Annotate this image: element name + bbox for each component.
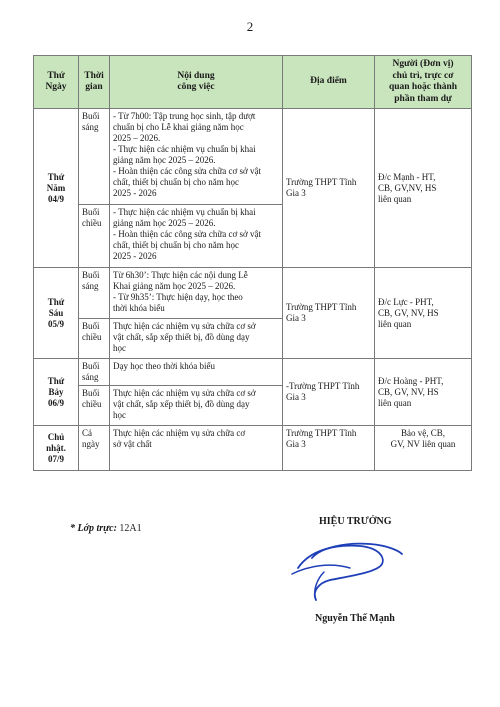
content-line: Thực hiện các nhiệm vụ sửa chữa cơ (113, 428, 246, 438)
people-line: liên quan (378, 397, 412, 408)
place-line: Gia 3 (286, 313, 306, 323)
place-line: Gia 3 (286, 439, 306, 449)
place-line: Trường THPT Tĩnh (286, 302, 357, 312)
content-line: - Hoàn thiện các công sửa chữa cơ sở vật (113, 166, 261, 176)
day-line: nhật. (46, 442, 66, 453)
people-line: CB, GV,NV, HS (378, 182, 437, 193)
header-time (79, 56, 110, 109)
time-cell (79, 205, 110, 268)
day-line: 07/9 (47, 453, 64, 464)
place-line: Gia 3 (286, 392, 306, 402)
day-line: Năm (46, 182, 66, 193)
content-line: - Từ 7h00: Tập trung học sinh, tập dượt (113, 111, 256, 121)
duty-class-value: 12A1 (119, 523, 142, 534)
content-line: 2025 - 2026 (113, 251, 157, 261)
table-row (34, 426, 472, 471)
duty-class-label: * Lớp trực: (70, 523, 117, 534)
content-line: chất, thiết bị chuẩn bị cho năm học (113, 177, 239, 187)
schedule-table (33, 55, 472, 471)
day-cell (34, 109, 79, 268)
header-place: Địa điểm (283, 56, 375, 109)
place-line: Trường THPT Tĩnh (286, 428, 357, 438)
time-line: sáng (82, 122, 99, 132)
day-cell (34, 268, 79, 359)
place-cell (283, 268, 375, 359)
place-line: -Trường THPT Tĩnh (286, 381, 360, 391)
content-line: Từ 6h30’: Thực hiện các nội dung Lễ (113, 270, 248, 280)
time-line: sáng (82, 372, 99, 382)
time-line: Buổi (82, 207, 100, 217)
time-cell (79, 386, 110, 426)
header-people-line: phần tham dự (394, 93, 452, 104)
content-cell (110, 205, 283, 268)
content-cell (110, 109, 283, 205)
header-content-line: công việc (177, 82, 215, 92)
people-line: CB, GV, NV, HS (378, 386, 439, 397)
header-people-line: quan hoặc thành (388, 82, 458, 92)
header-content (110, 56, 283, 109)
table-row (34, 359, 472, 386)
table-row (34, 268, 472, 319)
content-line: - Hoàn thiện các công sửa chữa cơ sở vật (113, 229, 261, 239)
people-line: GV, NV liên quan (390, 439, 456, 449)
day-line: 04/9 (47, 193, 64, 204)
time-cell (79, 359, 110, 386)
place-line: Trường THPT Tĩnh (286, 177, 357, 187)
content-cell (110, 359, 283, 386)
content-line: - Thực hiện các nhiệm vụ chuẩn bị khai (113, 144, 256, 154)
content-line: Thực hiện các nhiệm vụ sửa chữa cơ sở (113, 388, 256, 398)
header-day-line: Ngày (45, 82, 67, 92)
content-line: giảng năm học 2025 – 2026. (113, 155, 216, 165)
page-number: 2 (246, 19, 254, 34)
content-line: học (113, 410, 126, 420)
content-line: sở vật chất (113, 439, 152, 449)
header-people (375, 56, 472, 109)
content-line: chất, thiết bị chuẩn bị cho năm học (113, 240, 239, 250)
header-time-line: Thời (84, 70, 104, 81)
time-line: chiều (82, 218, 102, 228)
time-cell (79, 426, 110, 471)
people-line: Đ/c Mạnh - HT, (378, 171, 436, 182)
day-line: Bảy (48, 386, 64, 397)
people-line: Bảo vệ, CB, (401, 428, 445, 438)
content-line: giảng năm học 2025 – 2026. (113, 218, 216, 228)
signature-title: HIỆU TRƯỞNG (319, 516, 392, 527)
day-line: 05/9 (47, 318, 64, 329)
people-line: CB, GV, NV, HS (378, 307, 439, 318)
content-cell (110, 386, 283, 426)
people-cell (375, 109, 472, 268)
day-cell (34, 359, 79, 426)
time-cell (79, 268, 110, 319)
day-line: Sáu (48, 307, 64, 318)
header-people-line: chủ trì, trực cơ (392, 70, 454, 81)
content-line: thời khóa biểu (113, 303, 165, 313)
time-line: Buổi (82, 270, 100, 280)
header-content-line: Nội dung (177, 70, 215, 81)
time-cell (79, 319, 110, 359)
header-day-line: Thứ (47, 70, 65, 81)
header-time-line: gian (85, 82, 103, 92)
place-cell (283, 109, 375, 268)
header-day (34, 56, 79, 109)
day-line: 06/9 (47, 397, 64, 408)
day-line: Chủ (47, 431, 65, 442)
handwritten-signature (290, 528, 410, 608)
people-line: Đ/c Hoàng - PHT, (378, 375, 444, 386)
content-line: 2025 - 2026 (113, 188, 157, 198)
time-line: sáng (82, 281, 99, 291)
content-line: Thực hiện các nhiệm vụ sửa chữa cơ sở (113, 321, 256, 331)
time-line: Buổi (82, 111, 100, 121)
time-line: Buổi (82, 361, 100, 371)
content-cell (110, 426, 283, 471)
day-line: Thứ (47, 375, 65, 386)
content-line: chuẩn bị cho Lễ khai giảng năm học (113, 122, 244, 132)
header-people-line: Người (Đơn vị) (392, 59, 454, 69)
content-line: - Từ 9h35’: Thực hiện dạy, học theo (113, 292, 243, 302)
time-cell (79, 109, 110, 205)
content-line: vật chất, sắp xếp thiết bị, đồ dùng dạy (113, 399, 250, 409)
content-line: vật chất, sắp xếp thiết bị, đồ dùng dạy (113, 332, 250, 342)
time-line: Buổi (82, 388, 100, 398)
content-cell (110, 268, 283, 319)
place-cell (283, 359, 375, 426)
content-line: - Thực hiện các nhiệm vụ chuẩn bị khai (113, 207, 256, 217)
people-line: liên quan (378, 193, 412, 204)
people-cell (375, 426, 472, 471)
time-line: Buổi (82, 321, 100, 331)
day-line: Thứ (47, 296, 65, 307)
content-line: 2025 – 2026. (113, 133, 161, 143)
people-line: liên quan (378, 318, 412, 329)
time-line: Cả (82, 428, 92, 438)
content-line: học (113, 343, 126, 353)
people-line: Đ/c Lực - PHT, (378, 296, 434, 307)
time-line: ngày (82, 439, 100, 449)
place-line: Gia 3 (286, 188, 306, 198)
table-row (34, 109, 472, 205)
day-line: Thứ (47, 171, 65, 182)
people-cell (375, 359, 472, 426)
time-line: chiều (82, 399, 102, 409)
day-cell (34, 426, 79, 471)
time-line: chiều (82, 332, 102, 342)
header-row (34, 56, 472, 109)
people-cell (375, 268, 472, 359)
signatory-name: Nguyễn Thế Mạnh (315, 613, 395, 624)
content-line: Dạy học theo thời khóa biểu (113, 361, 215, 371)
place-cell (283, 426, 375, 471)
content-line: Khai giảng năm học 2025 – 2026. (113, 281, 236, 291)
content-cell (110, 319, 283, 359)
duty-class-note (70, 523, 142, 534)
